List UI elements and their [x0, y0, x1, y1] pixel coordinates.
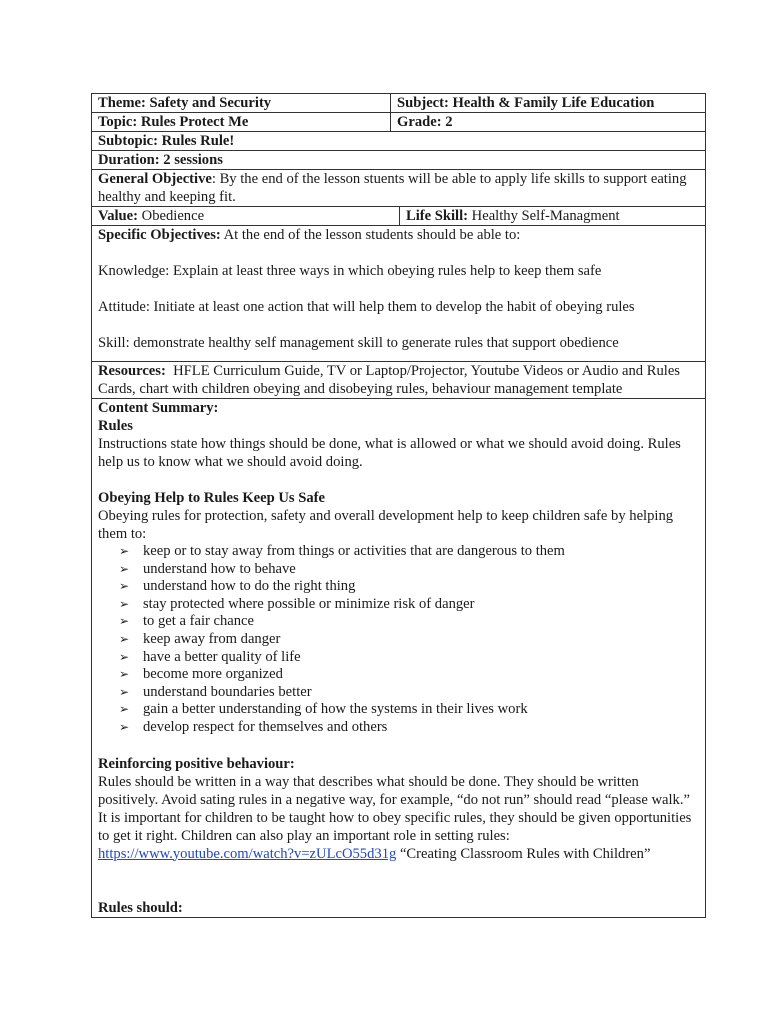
value-cell: [92, 207, 400, 226]
theme-label: Theme:: [98, 95, 146, 111]
list-item: ➢ to get a fair chance: [119, 613, 255, 630]
arrow-bullet-icon: ➢: [119, 596, 130, 611]
theme-value: Safety and Security: [149, 95, 272, 111]
list-item: ➢ gain a better understanding of how the systems in their lives work: [119, 701, 528, 718]
life-skill-text: Healthy Self-Managment: [468, 208, 620, 224]
grade-value: 2: [445, 114, 453, 130]
subject-cell: [391, 94, 706, 113]
resources-row: [92, 362, 706, 399]
list-item: ➢ understand boundaries better: [119, 683, 312, 700]
arrow-bullet-icon: ➢: [119, 649, 130, 664]
obeying-text: Obeying rules for protection, safety and overall development help to keep children safe by helping them to:: [98, 508, 674, 542]
skill-objective: Skill: demonstrate healthy self management skill to generate rules that support obedience: [98, 335, 619, 351]
arrow-bullet-icon: ➢: [119, 614, 130, 629]
arrow-bullet-icon: ➢: [119, 702, 130, 717]
value-text: Obedience: [138, 208, 205, 224]
subject-value: Health & Family Life Education: [452, 95, 655, 111]
arrow-bullet-icon: ➢: [119, 684, 130, 699]
arrow-bullet-icon: ➢: [119, 667, 130, 682]
link-caption: “Creating Classroom Rules with Children”: [396, 845, 651, 862]
list-item: ➢ understand how to do the right thing: [119, 578, 356, 595]
specific-objectives-row: [92, 226, 706, 362]
arrow-bullet-icon: ➢: [119, 719, 130, 734]
lesson-plan-table: [91, 93, 706, 918]
general-objective-row: [92, 170, 706, 207]
list-item: ➢ understand how to behave: [119, 560, 296, 577]
content-cell: [92, 399, 706, 918]
theme-subject-row: [92, 94, 706, 113]
reinforcing-heading: Reinforcing positive behaviour:: [98, 755, 295, 772]
obeying-heading: Obeying Help to Rules Keep Us Safe: [98, 490, 326, 506]
duration-cell: [92, 151, 706, 170]
duration-value: 2 sessions: [163, 152, 223, 168]
general-objective-text: : By the end of the lesson stuents will be able to apply life skills to support eating healthy and keeping fit.: [98, 171, 687, 205]
rules-text: Instructions state how things should be done, what is allowed or what we should avoid doing. Rules help us to know what we should avoid doing.: [98, 436, 681, 470]
arrow-bullet-icon: ➢: [119, 544, 130, 558]
resources-text: HFLE Curriculum Guide, TV or Laptop/Projector, Youtube Videos or Audio and Rules Cards, chart with children obeying and disobeying rules, behaviour management template: [98, 363, 684, 397]
general-objective-cell: [92, 170, 706, 207]
topic-cell: [92, 113, 391, 132]
grade-cell: [391, 113, 706, 132]
rules-heading: Rules: [98, 418, 133, 434]
resources-label: Resources:: [98, 363, 166, 379]
topic-grade-row: [92, 113, 706, 132]
duration-label: Duration:: [98, 152, 160, 168]
rules-should-heading: Rules should:: [98, 899, 183, 916]
general-objective-label: General Objective: [98, 171, 212, 187]
value-label: Value:: [98, 208, 139, 224]
subtopic-value: Rules Rule!: [161, 133, 235, 149]
subject-label: Subject:: [397, 95, 449, 111]
resources-cell: [92, 362, 706, 399]
life-skill-cell: [400, 207, 706, 226]
knowledge-objective: Knowledge: Explain at least three ways in which obeying rules help to keep them safe: [98, 263, 602, 279]
specific-objectives-label: Specific Objectives:: [98, 227, 221, 243]
list-item: ➢ become more organized: [119, 666, 283, 683]
attitude-objective: Attitude: Initiate at least one action that will help them to develop the habit of obeying rules: [98, 299, 635, 315]
topic-label: Topic:: [98, 114, 138, 130]
theme-cell: [92, 94, 391, 113]
arrow-bullet-icon: ➢: [119, 579, 130, 594]
value-skill-row: [92, 207, 706, 226]
list-item: ➢ stay protected where possible or minimize risk of danger: [119, 595, 475, 612]
grade-label: Grade:: [397, 114, 442, 130]
life-skill-label: Life Skill:: [406, 208, 469, 224]
list-item: ➢ keep or to stay away from things or activities that are dangerous to them: [119, 543, 565, 559]
content-row: [92, 399, 706, 918]
list-item: ➢ develop respect for themselves and others: [119, 718, 388, 735]
subtopic-row: [92, 132, 706, 151]
specific-objectives-intro: [98, 226, 700, 244]
specific-objectives-intro-text: At the end of the lesson students should be able to:: [220, 227, 521, 243]
arrow-bullet-icon: ➢: [119, 631, 130, 646]
duration-row: [92, 151, 706, 170]
topic-value: Rules Protect Me: [140, 114, 249, 130]
content-summary-heading: Content Summary:: [98, 400, 219, 416]
subtopic-label: Subtopic:: [98, 133, 159, 149]
arrow-bullet-icon: ➢: [119, 561, 130, 576]
list-item: ➢ have a better quality of life: [119, 648, 301, 665]
specific-objectives-cell: [92, 226, 706, 362]
list-item: ➢ keep away from danger: [119, 630, 281, 647]
subtopic-cell: [92, 132, 706, 151]
obeying-bullet-list: [98, 543, 700, 737]
youtube-link[interactable]: https://www.youtube.com/watch?v=zULcO55d31g: [98, 845, 397, 862]
reinforcing-text: Rules should be written in a way that describes what should be done. They should be written positively. Avoid sating rules in a negative way, for example, “do not run” should read “please walk.” It is important for children to be taught how to obey specific rules, they should be given opportunities to get it right. Children can also play an important role in setting rules:: [98, 773, 692, 844]
